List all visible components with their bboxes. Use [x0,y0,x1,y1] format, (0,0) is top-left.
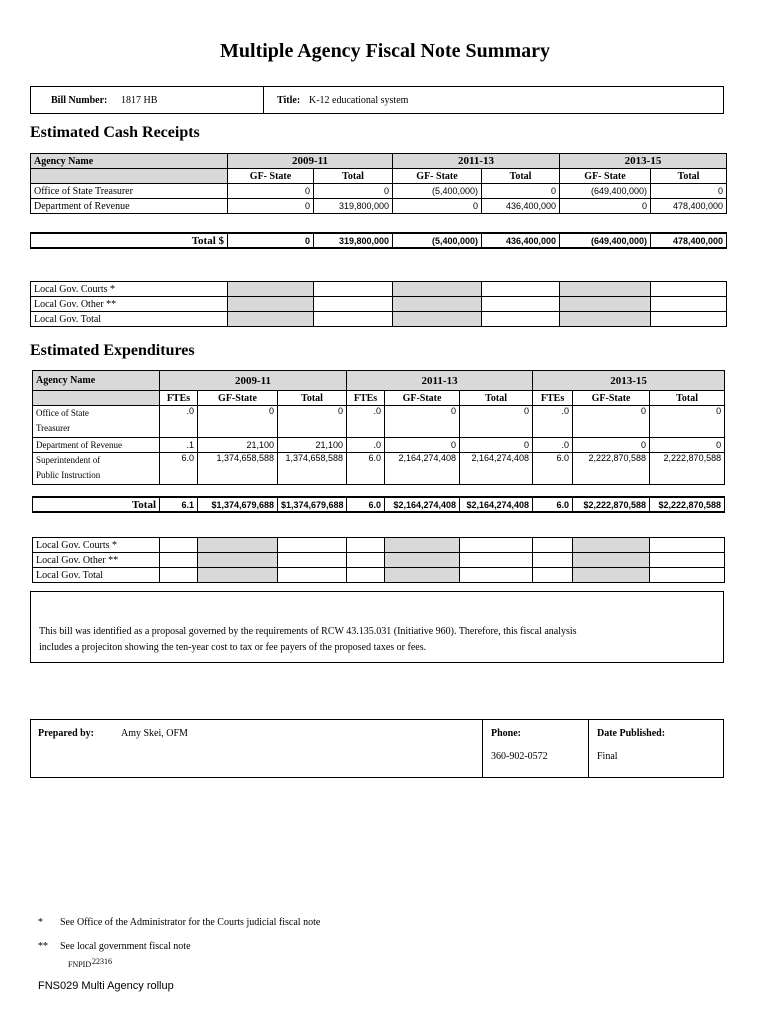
cell: 21,100 [198,438,278,453]
total-cell: 478,400,000 [651,233,727,248]
cell: 0 [650,438,725,453]
agency-name [33,453,160,485]
cell: 0 [460,438,533,453]
cell: 2,222,870,588 [573,453,650,485]
cell: 436,400,000 [482,199,560,214]
cell: .0 [533,438,573,453]
table-row [31,297,727,312]
receipts-heading: Estimated Cash Receipts [30,124,200,141]
prepared-divider [482,720,483,777]
footnote-mark: ** [38,941,48,952]
cell: 0 [573,406,650,438]
total-cell: 6.0 [347,497,385,512]
cell: .0 [347,406,385,438]
agency-name-line: Treasurer [36,423,71,433]
total-cell: $2,222,870,588 [573,497,650,512]
col-total: Total [650,391,725,406]
expenditures-heading: Estimated Expenditures [30,342,195,359]
agency-name [33,406,160,438]
total-cell: $2,222,870,588 [650,497,725,512]
cell: 0 [560,199,651,214]
total-cell: $1,374,679,688 [198,497,278,512]
fnpid-label: FNPID [68,960,92,969]
table-row [31,199,727,214]
agency-name: Department of Revenue [33,438,160,453]
receipts-period-header: 2011-13 [393,154,560,169]
col-gf-state: GF- State [560,169,651,184]
total-cell: 436,400,000 [482,233,560,248]
phone-divider [588,720,589,777]
table-row [33,538,725,553]
form-id: FNS029 Multi Agency rollup [38,980,174,992]
footnote-text: See Office of the Administrator for the Courts judicial fiscal note [60,917,321,928]
prepared-name: Amy Skei, OFM [121,728,188,739]
total-cell: $2,164,274,408 [460,497,533,512]
notes-line: This bill was identified as a proposal governed by the requirements of RCW 43.135.031 (Initiative 960). Therefore, this fiscal analysis [39,626,577,637]
receipts-period-header: 2013-15 [560,154,727,169]
col-ftes: FTEs [160,391,198,406]
col-gf-state: GF-State [198,391,278,406]
cell: 0 [393,199,482,214]
local-gov-label: Local Gov. Other ** [33,553,160,568]
col-gf-state: GF-State [573,391,650,406]
bill-title-label: Title: [277,95,301,106]
total-cell: 6.0 [533,497,573,512]
cell: 478,400,000 [651,199,727,214]
local-gov-label: Local Gov. Total [33,568,160,583]
col-total: Total [278,391,347,406]
cell: 2,222,870,588 [650,453,725,485]
exp-period-header: 2013-15 [533,371,725,391]
footnote-mark: * [38,917,43,928]
expenditures-total-table [32,496,725,513]
cell: 2,164,274,408 [460,453,533,485]
fnpid-value: 22316 [92,957,112,966]
prepared-box [30,719,724,778]
col-total: Total [651,169,727,184]
total-cell: $1,374,679,688 [278,497,347,512]
table-row [33,553,725,568]
local-gov-label: Local Gov. Other ** [31,297,228,312]
cell: .1 [160,438,198,453]
receipts-agency-header: Agency Name [31,154,228,169]
date-label: Date Published: [597,728,666,739]
cell: (649,400,000) [560,184,651,199]
bill-title: K-12 educational system [309,95,409,106]
agency-name: Office of State Treasurer [31,184,228,199]
col-total: Total [482,169,560,184]
col-gf-state: GF- State [228,169,314,184]
cell: 1,374,658,588 [198,453,278,485]
cell: 6.0 [347,453,385,485]
cell: 0 [228,184,314,199]
phone-value: 360-902-0572 [491,751,548,762]
cell: 319,800,000 [314,199,393,214]
cell: 0 [385,438,460,453]
agency-name-line: Public Instruction [36,470,101,480]
receipts-total-table [30,232,727,249]
cell: .0 [347,438,385,453]
phone-label: Phone: [491,728,521,739]
cell: 0 [385,406,460,438]
col-gf-state: GF-State [385,391,460,406]
cell: 0 [650,406,725,438]
bill-number: 1817 HB [121,95,158,106]
agency-name: Department of Revenue [31,199,228,214]
total-row [33,497,725,512]
cell: 21,100 [278,438,347,453]
local-gov-label: Local Gov. Total [31,312,228,327]
exp-agency-header: Agency Name [33,371,160,391]
exp-period-header: 2009-11 [160,371,347,391]
total-cell: 6.1 [160,497,198,512]
local-gov-label: Local Gov. Courts * [31,282,228,297]
notes-line: includes a projeciton showing the ten-year cost to tax or fee payers of the proposed taxes or fees. [39,642,427,653]
table-row [31,312,727,327]
total-cell: (649,400,000) [560,233,651,248]
bill-number-label: Bill Number: [51,95,108,106]
receipts-local-table [30,281,727,327]
total-label: Total $ [31,233,228,248]
table-row [31,282,727,297]
receipts-subheader-blank [31,169,228,184]
total-cell: (5,400,000) [393,233,482,248]
cell: .0 [160,406,198,438]
exp-period-header: 2011-13 [347,371,533,391]
cell: 0 [278,406,347,438]
cell: 1,374,658,588 [278,453,347,485]
agency-name-line: Superintendent of [36,455,101,465]
col-gf-state: GF- State [393,169,482,184]
total-label: Total [33,497,160,512]
page-title: Multiple Agency Fiscal Note Summary [220,40,550,62]
cell: (5,400,000) [393,184,482,199]
cell: 0 [573,438,650,453]
cell: 2,164,274,408 [385,453,460,485]
bill-divider [263,87,264,113]
receipts-table [30,153,727,214]
receipts-period-header: 2009-11 [228,154,393,169]
cell: 0 [314,184,393,199]
cell: 0 [651,184,727,199]
agency-name-line: Office of State [36,408,89,418]
table-row [33,406,725,438]
date-value: Final [597,751,618,762]
cell: 0 [482,184,560,199]
total-cell: $2,164,274,408 [385,497,460,512]
cell: 0 [460,406,533,438]
cell: 0 [198,406,278,438]
cell: 0 [228,199,314,214]
cell: .0 [533,406,573,438]
table-row [31,184,727,199]
col-total: Total [314,169,393,184]
total-row [31,233,727,248]
col-ftes: FTEs [347,391,385,406]
expenditures-table [32,370,725,485]
cell: 6.0 [160,453,198,485]
prepared-label: Prepared by: [38,728,95,739]
expenditures-local-table [32,537,725,583]
exp-subheader-blank [33,391,160,406]
total-cell: 319,800,000 [314,233,393,248]
total-cell: 0 [228,233,314,248]
table-row [33,438,725,453]
table-row [33,453,725,485]
local-gov-label: Local Gov. Courts * [33,538,160,553]
footnote-text: See local government fiscal note [60,941,191,952]
col-ftes: FTEs [533,391,573,406]
col-total: Total [460,391,533,406]
cell: 6.0 [533,453,573,485]
table-row [33,568,725,583]
bill-info-box [30,86,724,114]
notes-box [30,591,724,663]
